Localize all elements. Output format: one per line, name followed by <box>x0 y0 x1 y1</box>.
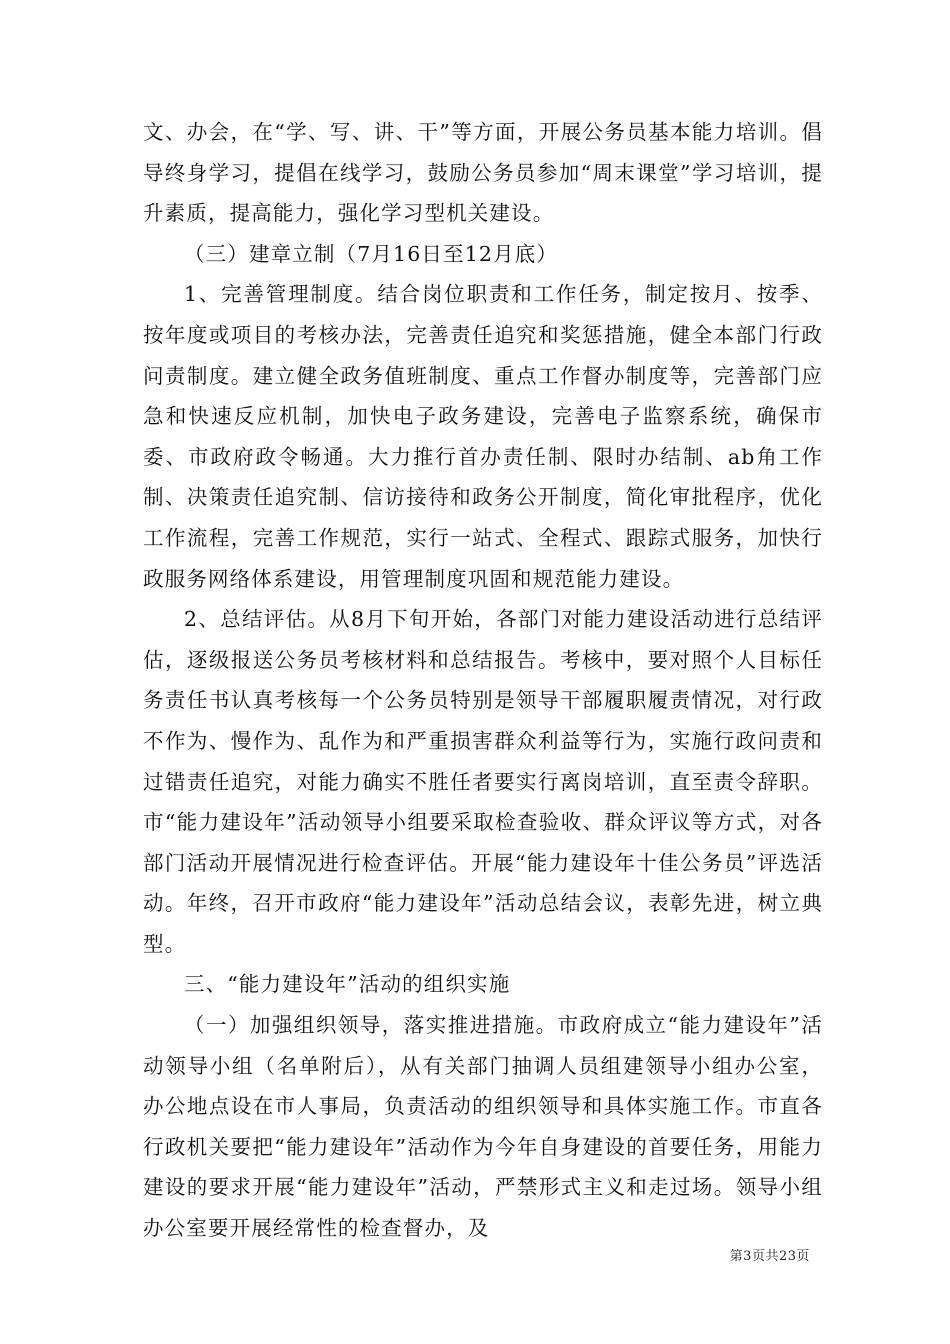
section-heading-organization: 三、“能力建设年”活动的组织实施 <box>184 972 511 997</box>
paragraph-continuation: 文、办会，在“学、写、讲、干”等方面，开展公务员基本能力培训。倡导终身学习，提倡在线学习，鼓励公务员参加“周末课堂”学习培训，提升素质，提高能力，强化学习型机关建设。 <box>143 120 823 226</box>
document-body <box>143 112 823 1249</box>
page-number: 第3页共23页 <box>729 1249 810 1264</box>
section-heading-establish-rules: （三）建章立制（7月16日至12月底） <box>184 241 559 266</box>
paragraph-leadership: （一）加强组织领导，落实推进措施。市政府成立“能力建设年”活动领导小组（名单附后），从有关部门抽调人员组建领导小组办公室，办公地点设在市人事局，负责活动的组织领导和具体实施工作。市直各行政机关要把“能力建设年”活动作为今年自身建设的首要任务，用能力建设的要求开展“能力建设年”活动，严禁形式主义和走过场。领导小组办公室要开展经常性的检查督办，及 <box>143 1013 823 1241</box>
paragraph-management-system: 1、完善管理制度。结合岗位职责和工作任务，制定按月、按季、按年度或项目的考核办法，完善责任追究和奖惩措施，健全本部门行政问责制度。建立健全政务值班制度、重点工作督办制度等，完善部门应急和快速反应机制，加快电子政务建设，完善电子监察系统，确保市委、市政府政令畅通。大力推行首办责任制、限时办结制、ab角工作制、决策责任追究制、信访接待和政务公开制度，简化审批程序，优化工作流程，完善工作规范，实行一站式、全程式、跟踪式服务，加快行政服务网络体系建设，用管理制度巩固和规范能力建设。 <box>143 282 823 591</box>
paragraph-summary-evaluation: 2、总结评估。从8月下旬开始，各部门对能力建设活动进行总结评估，逐级报送公务员考核材料和总结报告。考核中，要对照个人目标任务责任书认真考核每一个公务员特别是领导干部履职履责情况，对行政不作为、慢作为、乱作为和严重损害群众利益等行为，实施行政问责和过错责任追究，对能力确实不胜任者要实行离岗培训，直至责令辞职。市“能力建设年”活动领导小组要采取检查验收、群众评议等方式，对各部门活动开展情况进行检查评估。开展“能力建设年十佳公务员”评选活动。年终，召开市政府“能力建设年”活动总结会议，表彰先进，树立典型。 <box>143 607 823 956</box>
